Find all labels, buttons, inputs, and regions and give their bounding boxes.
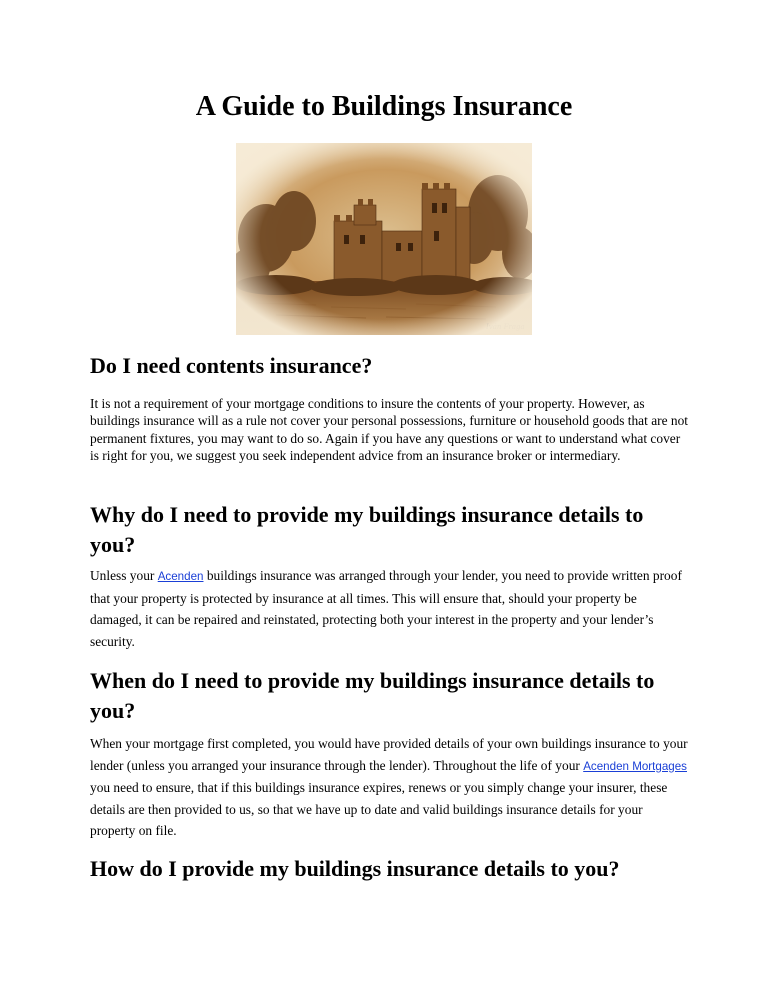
document-title: A Guide to Buildings Insurance [195,91,573,122]
heading-why-provide-details [90,500,690,560]
acenden-link[interactable]: Acenden [157,570,204,583]
heading-how-provide-details: How do I provide my buildings insurance details to you? [90,856,620,881]
paragraph-when-text-2: you need to ensure, that if this buildings insurance expires, renews or you simply change your insurer, these details are then provided to us, so that we have up to date and valid buildings insurance details for your property on file. [90,780,668,839]
paragraph-why-text-1: Unless your [90,568,158,583]
castle-photo [236,143,532,335]
paragraph-why-provide-details [90,565,690,652]
acenden-mortgages-link[interactable]: Acenden Mortgages [583,759,687,773]
paragraph-why-text-2: buildings insurance was arranged through your lender, you need to provide written proof that your property is protected by insurance at all times. This will ensure that, should your property be damaged, it can be repaired and reinstated, protecting both your interest in the property and your lender’s security. [90,568,682,649]
paragraph-contents-insurance: It is not a requirement of your mortgage conditions to insure the contents of your property. However, as buildings insurance will as a rule not cover your personal possessions, furniture or household goods that are not permanent fixtures, you may want to do so. Again if you have any questions or want to understand what cover is right for you, we suggest you seek independent advice from an insurance broker or intermediary. [90,396,688,464]
paragraph-when-text-1: When your mortgage first completed, you would have provided details of your own buildings insurance to your lender (unless you arranged your insurance through the lender). Throughout the life of your [90,736,688,773]
heading-when-provide-details [90,666,690,726]
paragraph-when-provide-details [90,733,690,842]
heading-when-provide-details-text: When do I need to provide my buildings insurance details to you? [90,668,655,723]
heading-contents-insurance: Do I need contents insurance? [90,353,373,378]
heading-why-provide-details-text: Why do I need to provide my buildings insurance details to you? [90,502,644,557]
